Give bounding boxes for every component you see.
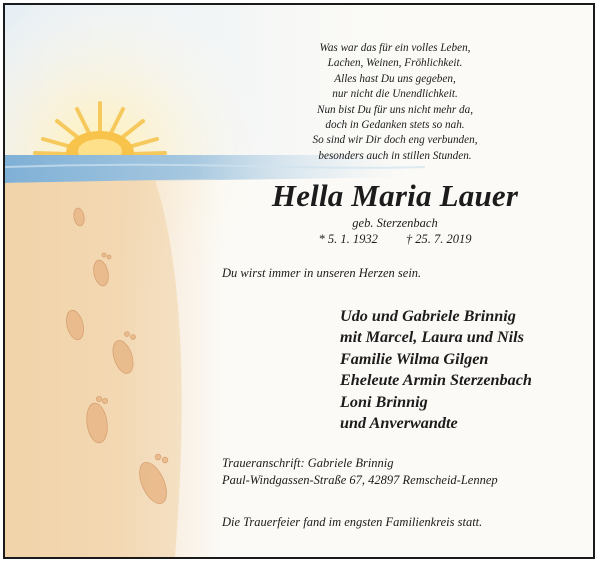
mourning-address	[222, 455, 498, 489]
poem-line: Alles hast Du uns gegeben,	[334, 72, 456, 85]
mourner-line: Udo und Gabriele Brinnig	[340, 307, 516, 325]
death-date: † 25. 7. 2019	[405, 232, 472, 246]
poem-line: Nun bist Du für uns nicht mehr da,	[316, 103, 473, 116]
memory-line: Du wirst immer in unseren Herzen sein.	[222, 266, 422, 280]
poem-line: doch in Gedanken stets so nah.	[325, 119, 465, 132]
memorial-poem	[255, 41, 535, 164]
life-dates	[230, 231, 560, 247]
poem-line: So sind wir Dir doch eng verbunden,	[312, 134, 478, 147]
address-line: Paul-Windgassen-Straße 67, 42897 Remscheid-Lennep	[222, 473, 498, 487]
poem-line: besonders auch in stillen Stunden.	[318, 149, 472, 162]
mourners-list	[340, 306, 532, 434]
obituary-card	[3, 3, 595, 559]
mourner-line: mit Marcel, Laura und Nils	[340, 328, 524, 347]
poem-line: nur nicht die Unendlichkeit.	[332, 88, 458, 101]
birth-date: * 5. 1. 1932	[318, 232, 378, 246]
deceased-name: Hella Maria Lauer	[271, 178, 519, 213]
mourner-line: Familie Wilma Gilgen	[340, 349, 489, 368]
mourner-line: Loni Brinnig	[340, 392, 428, 411]
mourner-line: und Anverwandte	[340, 414, 458, 433]
maiden-name: geb. Sterzenbach	[352, 216, 438, 230]
mourner-line: Eheleute Armin Sterzenbach	[340, 371, 532, 390]
address-line: Traueranschrift: Gabriele Brinnig	[222, 456, 394, 470]
poem-line: Was war das für ein volles Leben,	[319, 42, 471, 54]
poem-line: Lachen, Weinen, Fröhlichkeit.	[327, 57, 463, 70]
funeral-notice: Die Trauerfeier fand im engsten Familienkreis statt.	[222, 515, 483, 529]
